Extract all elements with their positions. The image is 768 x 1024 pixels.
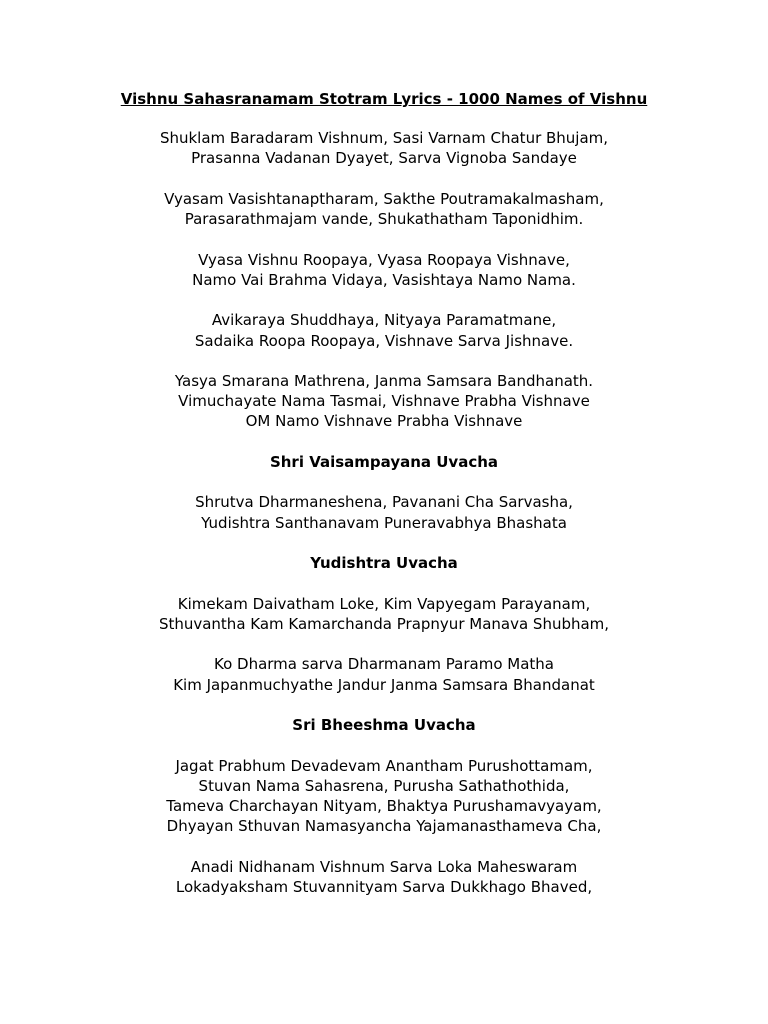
verse-line: Jagat Prabhum Devadevam Anantham Purushottamam,: [175, 756, 593, 775]
verse-stanza: [0, 857, 768, 897]
document-title: Vishnu Sahasranamam Stotram Lyrics - 1000 Names of Vishnu: [120, 90, 648, 108]
verse-stanza: [0, 371, 768, 432]
verse-line: Namo Vai Brahma Vidaya, Vasishtaya Namo Nama.: [192, 270, 576, 289]
verse-stanza: [0, 654, 768, 694]
verse-line: Shuklam Baradaram Vishnum, Sasi Varnam Chatur Bhujam,: [159, 129, 609, 148]
document-page: [0, 89, 768, 917]
verse-stanza: [0, 310, 768, 350]
verse-stanza: [0, 756, 768, 837]
section-heading: Yudishtra Uvacha: [310, 554, 458, 573]
section-heading: Shri Vaisampayana Uvacha: [269, 452, 499, 471]
verse-line: Sthuvantha Kam Kamarchanda Prapnyur Manava Shubham,: [158, 614, 610, 633]
verse-line: Sadaika Roopa Roopaya, Vishnave Sarva Jishnave.: [194, 331, 574, 350]
verse-line: Avikaraya Shuddhaya, Nityaya Paramatmane,: [211, 311, 557, 330]
verse-line: Yasya Smarana Mathrena, Janma Samsara Bandhanath.: [174, 372, 594, 391]
verse-line: Tameva Charchayan Nityam, Bhaktya Purushamavyayam,: [166, 796, 602, 815]
verse-line: Vyasa Vishnu Roopaya, Vyasa Roopaya Vishnave,: [198, 250, 570, 269]
verse-line: Kimekam Daivatham Loke, Kim Vapyegam Parayanam,: [177, 594, 591, 613]
verse-stanza: [0, 250, 768, 290]
verse-stanza: [0, 594, 768, 634]
verse-line: Anadi Nidhanam Vishnum Sarva Loka Maheswaram: [190, 857, 578, 876]
verse-line: Ko Dharma sarva Dharmanam Paramo Matha: [214, 655, 554, 674]
document-body: [0, 128, 768, 897]
verse-line: Vimuchayate Nama Tasmai, Vishnave Prabha Vishnave: [178, 392, 590, 411]
verse-line: Vyasam Vasishtanaptharam, Sakthe Poutramakalmasham,: [164, 189, 604, 208]
verse-line: Parasarathmajam vande, Shukathatham Taponidhim.: [184, 210, 584, 229]
verse-line: Kim Japanmuchyathe Jandur Janma Samsara Bhandanat: [173, 675, 595, 694]
verse-line: Stuvan Nama Sahasrena, Purusha Sathathothida,: [198, 776, 570, 795]
verse-line: Prasanna Vadanan Dyayet, Sarva Vignoba Sandaye: [191, 149, 577, 168]
verse-line: Lokadyaksham Stuvannityam Sarva Dukkhago Bhaved,: [175, 877, 593, 896]
verse-line: OM Namo Vishnave Prabha Vishnave: [245, 412, 523, 431]
verse-line: Shrutva Dharmaneshena, Pavanani Cha Sarvasha,: [195, 493, 573, 512]
verse-stanza: [0, 189, 768, 229]
section-heading: Sri Bheeshma Uvacha: [292, 716, 476, 735]
verse-line: Dhyayan Sthuvan Namasyancha Yajamanasthameva Cha,: [166, 817, 602, 836]
verse-stanza: [0, 128, 768, 168]
verse-stanza: [0, 492, 768, 532]
verse-line: Yudishtra Santhanavam Puneravabhya Bhashata: [201, 513, 567, 532]
